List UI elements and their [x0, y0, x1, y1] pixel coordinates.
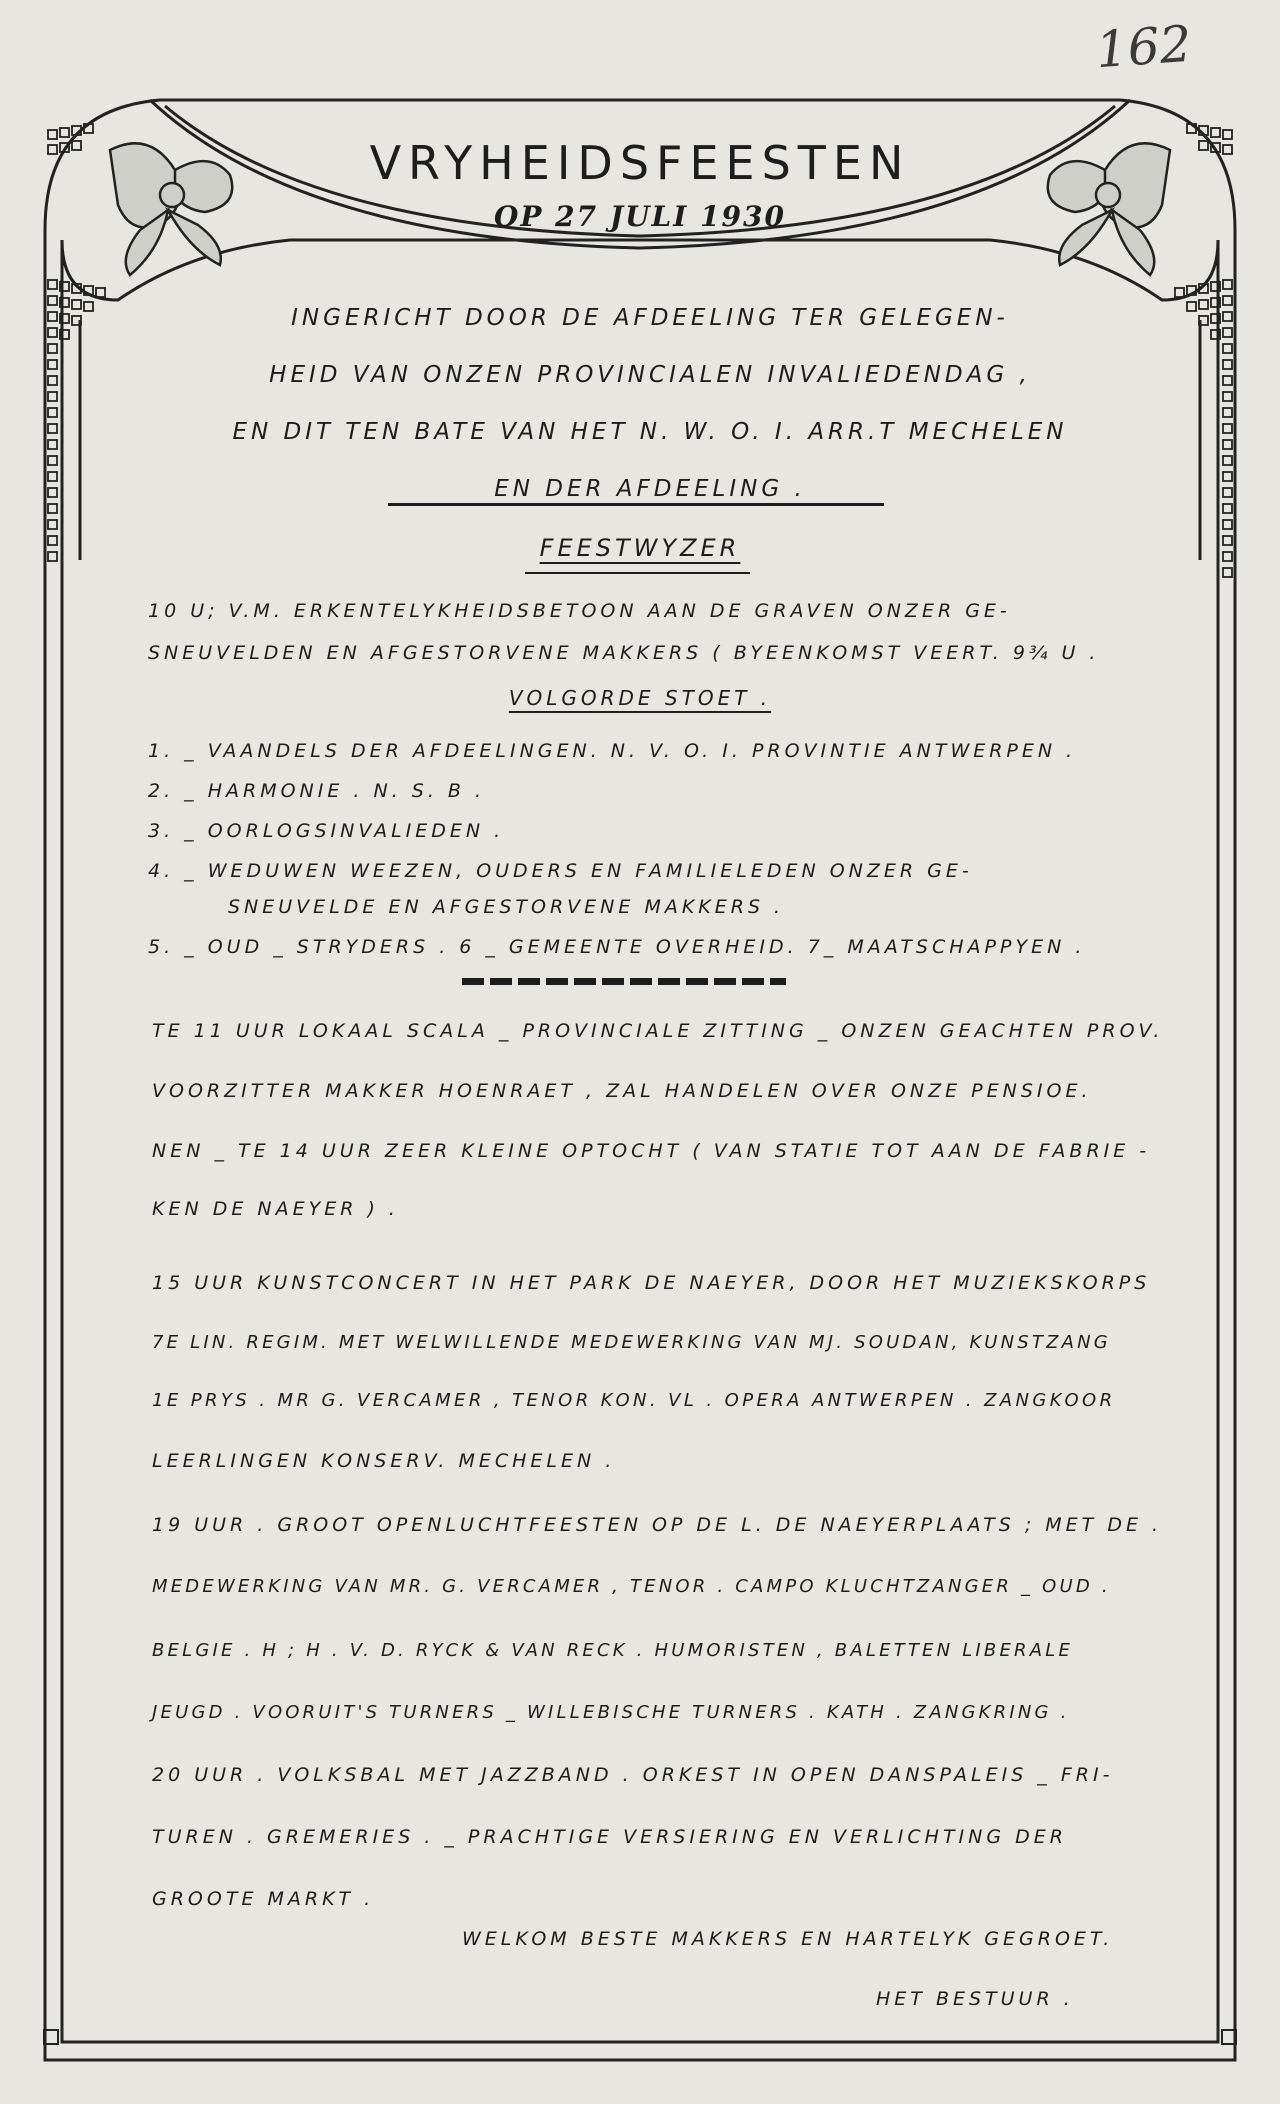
dashed-divider: [462, 978, 786, 985]
intro-line: EN DER AFDEELING .: [494, 476, 806, 502]
intro-text: [170, 290, 1130, 518]
procession-list: [148, 740, 1208, 960]
paragraph-line: LEERLINGEN KONSERV. MECHELEN .: [152, 1450, 616, 1472]
paragraph-line: KEN DE NAEYER ) .: [152, 1198, 399, 1220]
paragraph-line: JEUGD . VOORUIT'S TURNERS _ WILLEBISCHE TURNERS . KATH . ZANGKRING .: [152, 1702, 1070, 1723]
procession-item: 5. _ OUD _ STRYDERS . 6 _ GEMEENTE OVERHEID. 7_ MAATSCHAPPYEN .: [148, 936, 1086, 958]
paragraph-line: 7E LIN. REGIM. MET WELWILLENDE MEDEWERKING VAN MJ. SOUDAN, KUNSTZANG: [152, 1332, 1111, 1353]
paragraph-line: 15 UUR KUNSTCONCERT IN HET PARK DE NAEYER, DOOR HET MUZIEKSKORPS: [152, 1272, 1151, 1294]
paragraph-line: MEDEWERKING VAN MR. G. VERCAMER , TENOR . CAMPO KLUCHTZANGER _ OUD .: [152, 1576, 1111, 1597]
page-number: 162: [1094, 14, 1194, 80]
paragraph-line: BELGIE . H ; H . V. D. RYCK & VAN RECK . HUMORISTEN , BALETTEN LIBERALE: [152, 1640, 1074, 1661]
morning-line: SNEUVELDEN EN AFGESTORVENE MAKKERS ( BYEENKOMST VEERT. 9¾ U .: [148, 642, 1100, 664]
document-title: VRYHEIDSFEESTEN: [369, 136, 911, 190]
morning-section: [148, 600, 1208, 680]
paragraph-line: GROOTE MARKT .: [152, 1888, 375, 1910]
paragraph-line: VOORZITTER MAKKER HOENRAET , ZAL HANDELEN OVER ONZE PENSIOE.: [152, 1080, 1092, 1102]
procession-item: 3. _ OORLOGSINVALIEDEN .: [148, 820, 505, 842]
program-heading: FEESTWYZER: [539, 534, 741, 562]
procession-item: SNEUVELDE EN AFGESTORVENE MAKKERS .: [228, 896, 785, 918]
paragraph-line: 20 UUR . VOLKSBAL MET JAZZBAND . ORKEST IN OPEN DANSPALEIS _ FRI-: [152, 1764, 1114, 1786]
document-subtitle: OP 27 JULI 1930: [493, 200, 787, 233]
intro-line: INGERICHT DOOR DE AFDEELING TER GELEGEN-: [291, 305, 1009, 331]
paragraph-line: 19 UUR . GROOT OPENLUCHTFEESTEN OP DE L. DE NAEYERPLAATS ; MET DE .: [152, 1514, 1163, 1536]
procession-heading: VOLGORDE STOET .: [508, 686, 772, 710]
signature: HET BESTUUR .: [876, 1988, 1074, 2010]
intro-line: EN DIT TEN BATE VAN HET N. W. O. I. ARR.T MECHELEN: [232, 419, 1068, 445]
paragraph-line: TUREN . GREMERIES . _ PRACHTIGE VERSIERING EN VERLICHTING DER: [152, 1826, 1067, 1848]
morning-line: 10 U; V.M. ERKENTELYKHEIDSBETOON AAN DE GRAVEN ONZER GE-: [148, 600, 1011, 622]
heading-underline: [525, 572, 750, 574]
procession-item: 2. _ HARMONIE . N. S. B .: [148, 780, 486, 802]
intro-line: HEID VAN ONZEN PROVINCIALEN INVALIEDENDAG ,: [269, 362, 1031, 388]
paragraph-line: 1E PRYS . MR G. VERCAMER , TENOR KON. VL . OPERA ANTWERPEN . ZANGKOOR: [152, 1390, 1116, 1411]
paragraph-line: NEN _ TE 14 UUR ZEER KLEINE OPTOCHT ( VAN STATIE TOT AAN DE FABRIE -: [152, 1140, 1151, 1162]
program-paragraphs: [152, 1020, 1212, 1920]
paragraph-line: TE 11 UUR LOKAAL SCALA _ PROVINCIALE ZITTING _ ONZEN GEACHTEN PROV.: [152, 1020, 1164, 1042]
divider-rule: [388, 503, 884, 506]
procession-item: 1. _ VAANDELS DER AFDEELINGEN. N. V. O. I. PROVINTIE ANTWERPEN .: [148, 740, 1077, 762]
procession-item: 4. _ WEDUWEN WEEZEN, OUDERS EN FAMILIELEDEN ONZER GE-: [148, 860, 973, 882]
closing-greeting: WELKOM BESTE MAKKERS EN HARTELYK GEGROET.: [462, 1928, 1114, 1950]
